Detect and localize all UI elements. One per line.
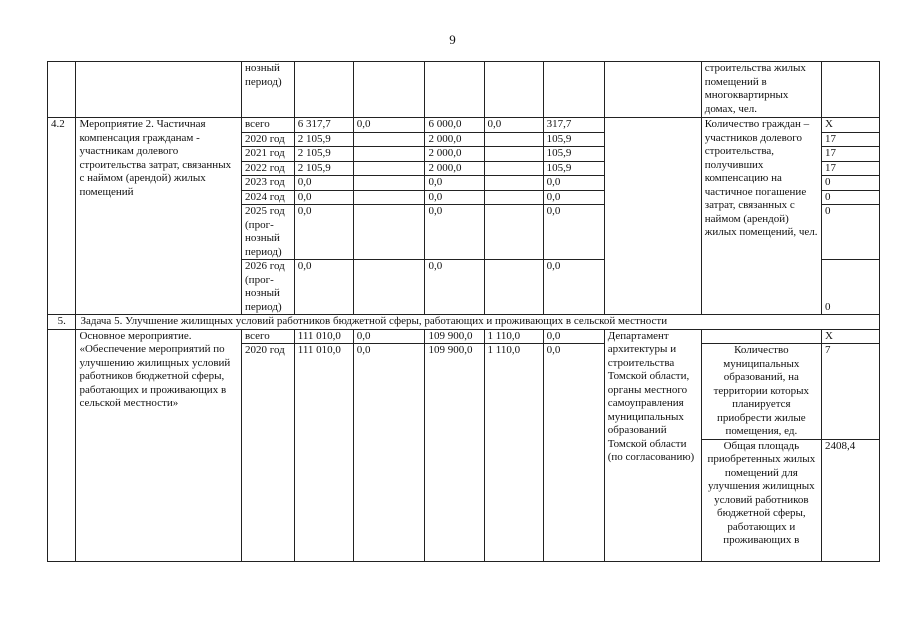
task-title: Задача 5. Улучшение жилищных условий работников бюджетной сферы, работающих и проживающих в сельской местности bbox=[76, 315, 880, 330]
table-row: 2025 год (прог-нозный период) 0,0 0,0 0,0 0 bbox=[48, 205, 880, 260]
executor-cell: Департамент архитектуры и строительства Томской области, органы местного самоуправления муниципальных образований Томской области (по согласованию) bbox=[604, 329, 701, 561]
indicator-cell: Количество граждан – участников долевого строительства, получивших компенсацию на частичное погашение затрат, связанных с наймом (арендой) жилых помещений, чел. bbox=[701, 118, 821, 315]
year-cell: нозный период) bbox=[242, 62, 295, 118]
table-row: 4.2 Мероприятие 2. Частичная компенсация гражданам - участникам долевого строительства затрат, связанных с наймом (арендой) жилых помещений всего 6 317,7 0,0 6 000,0 0,0 317,7 Количество граждан – участников долевого строительства, получивших компенсацию на частичное погашение затрат, связанных с наймом (арендой) жилых помещений, чел. Х bbox=[48, 118, 880, 133]
year-cell: 2020 год bbox=[242, 344, 295, 562]
year-cell: 2023 год bbox=[242, 176, 295, 191]
year-cell: 2026 год (прог-нозный период) bbox=[242, 260, 295, 315]
executor-cell bbox=[604, 118, 701, 315]
table-row: 2021 год 2 105,9 2 000,0 105,9 17 bbox=[48, 147, 880, 162]
table-row bbox=[48, 62, 880, 118]
year-cell: 2025 год (прог-нозный период) bbox=[242, 205, 295, 260]
year-cell: 2022 год bbox=[242, 161, 295, 176]
program-table bbox=[47, 61, 880, 562]
table-row: Основное мероприятие. «Обеспечение мероприятий по улучшению жилищных условий работников бюджетной сферы, работающих и проживающих в сельской местности» всего 111 010,0 0,0 109 900,0 1 110,0 0,0 Департамент архитектуры и строительства Томской области, органы местного самоуправления муниципальных образований Томской области (по согласованию) Х bbox=[48, 329, 880, 344]
indicator-cell: Количество муниципальных образований, на территории которых планируется приобрести жилые помещения, ед. bbox=[701, 344, 821, 440]
year-cell: 2021 год bbox=[242, 147, 295, 162]
table-row: 2023 год 0,0 0,0 0,0 0 bbox=[48, 176, 880, 191]
measure-name-cell: Мероприятие 2. Частичная компенсация гражданам - участникам долевого строительства затрат, связанных с наймом (арендой) жилых помещений bbox=[76, 118, 242, 315]
page-number: 9 bbox=[449, 32, 456, 47]
indicator-cell: строительства жилых помещений в многоквартирных домах, чел. bbox=[701, 62, 821, 118]
number-cell: 4.2 bbox=[48, 118, 76, 315]
year-cell: всего bbox=[242, 329, 295, 344]
table-row: 2020 год 2 105,9 2 000,0 105,9 17 bbox=[48, 132, 880, 147]
task-number: 5. bbox=[48, 315, 76, 330]
table-row: 2024 год 0,0 0,0 0,0 0 bbox=[48, 190, 880, 205]
task-row bbox=[48, 315, 880, 330]
number-cell bbox=[48, 62, 76, 118]
year-cell: 2024 год bbox=[242, 190, 295, 205]
number-cell bbox=[48, 329, 76, 561]
name-cell bbox=[76, 62, 242, 118]
table-row: 2022 год 2 105,9 2 000,0 105,9 17 bbox=[48, 161, 880, 176]
table-row: 2026 год (прог-нозный период) 0,0 0,0 0,0 0 bbox=[48, 260, 880, 315]
measure-name-cell: Основное мероприятие. «Обеспечение мероприятий по улучшению жилищных условий работников бюджетной сферы, работающих и проживающих в сельской местности» bbox=[76, 329, 242, 561]
indicator-cell: Общая площадь приобретенных жилых помещений для улучшения жилищных условий работников бюджетной сферы, работающих и проживающих в bbox=[701, 439, 821, 561]
year-cell: всего bbox=[242, 118, 295, 133]
year-cell: 2020 год bbox=[242, 132, 295, 147]
table-row: 2020 год 111 010,0 0,0 109 900,0 1 110,0 0,0 Количество муниципальных образований, на территории которых планируется приобрести жилые помещения, ед. 7 bbox=[48, 344, 880, 440]
table-row: Общая площадь приобретенных жилых помещений для улучшения жилищных условий работников бюджетной сферы, работающих и проживающих в 2408,4 bbox=[48, 439, 880, 561]
